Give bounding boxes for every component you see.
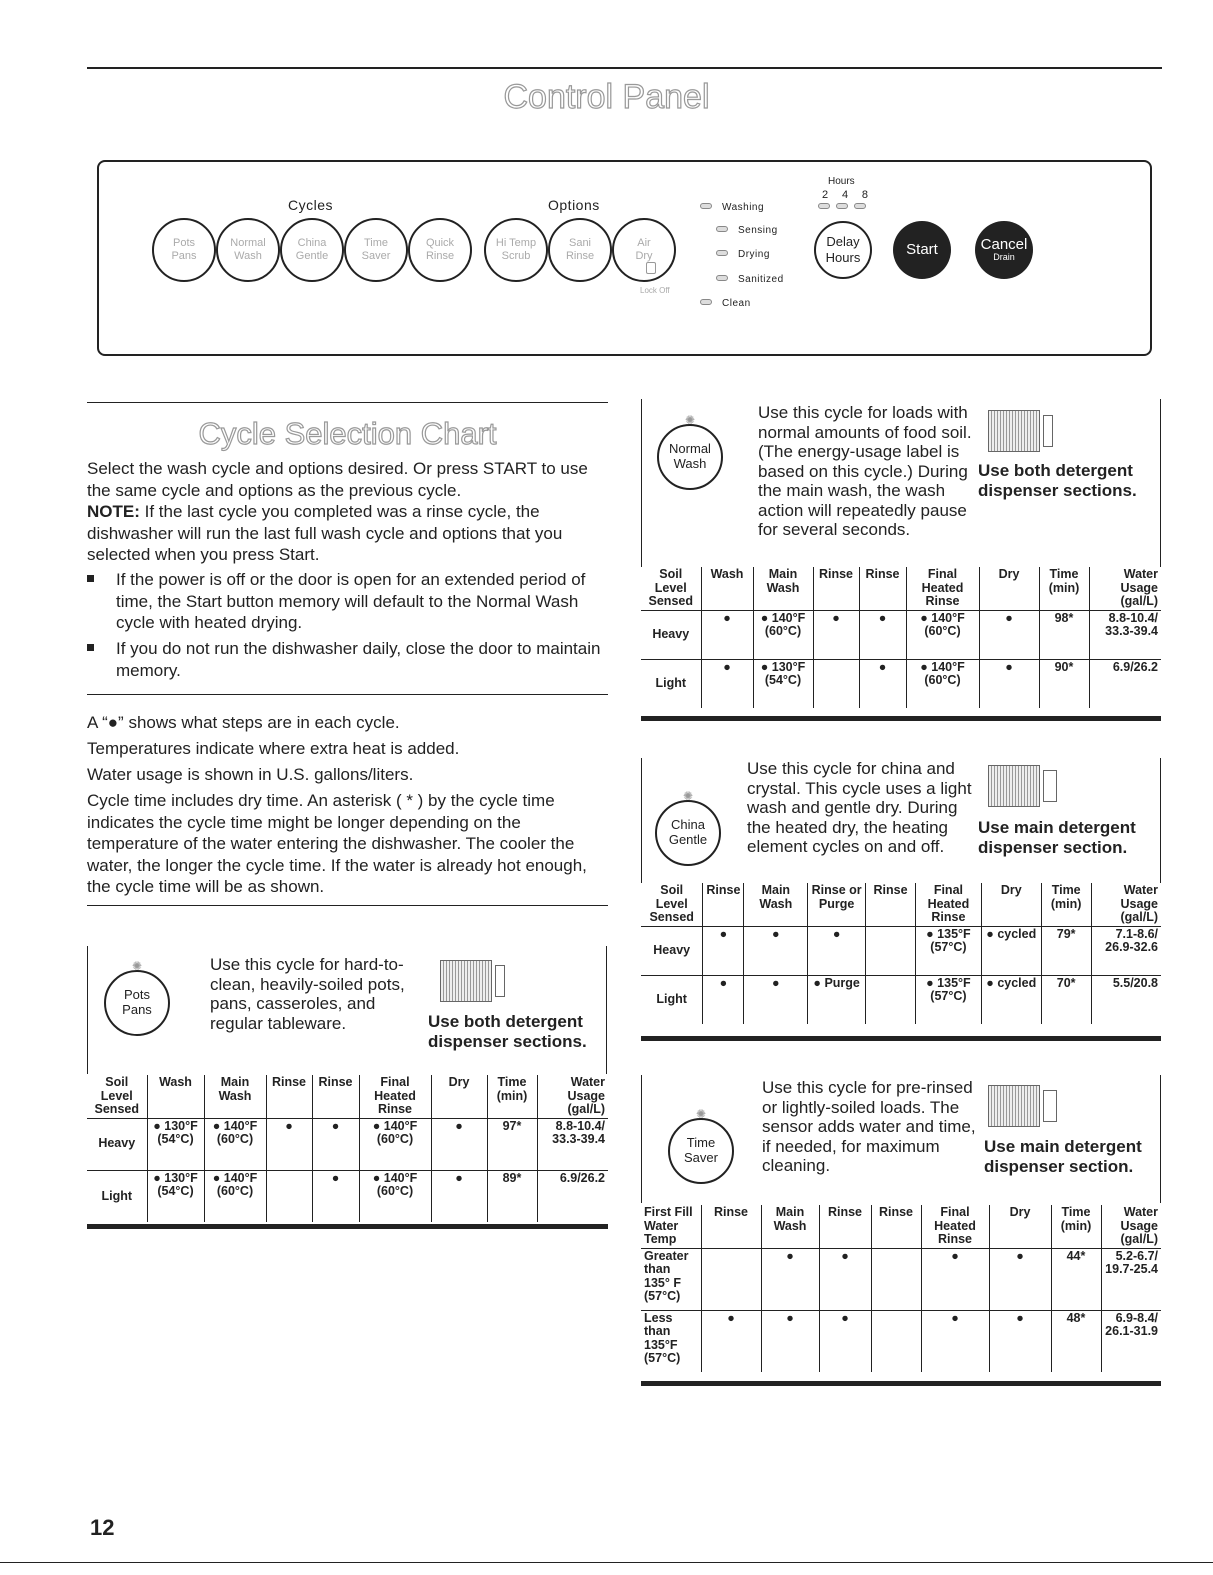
chart-title: Cycle Selection Chart: [198, 416, 497, 451]
normal-wash-icon: ✺ Normal Wash: [657, 424, 723, 490]
pots-description: Use this cycle for hard-to-clean, heavily-soiled pots, pans, casseroles, and regular tableware.: [210, 955, 405, 1033]
china-bottom-bar: [641, 1036, 1161, 1041]
table-row: Heavy ● 130°F (54°C) ● 140°F (60°C) ● ● ● 140°F (60°C) ● 97* 8.8-10.4/ 33.3-39.4: [87, 1118, 608, 1170]
lock-off-label: Lock Off: [640, 286, 670, 295]
table-row: Heavy ● ● ● ● 135°F (57°C) ● cycled 79* 7.1-8.6/ 26.9-32.6: [641, 926, 1161, 975]
china-gentle-button[interactable]: China Gentle: [280, 218, 344, 282]
chart-note: NOTE: If the last cycle you completed was a rinse cycle, the dishwasher will run the last full wash cycle and options that you selected when you press Start.: [87, 502, 563, 564]
sanitized-led: [716, 275, 728, 281]
page-title: Control Panel: [503, 78, 710, 116]
status-sensing: Sensing: [738, 225, 778, 236]
hi-temp-scrub-button[interactable]: Hi Temp Scrub: [484, 218, 548, 282]
normal-cycle-table: Soil Level Sensed Wash Main Wash Rinse Rinse Final Heated Rinse Dry Time (min) Water Usage (gal/L) Heavy ● ● 140°F (60°C) ● ● ● 140°F (60°C) ● 98* 8.8-10.4/ 33.3-39.4 Light ● ● 130°F (54°C) ● ● 140°F (60°C) ● 90* 6.9/26.2: [641, 567, 1161, 708]
hours-4-led: [836, 203, 848, 209]
sani-rinse-button[interactable]: Sani Rinse: [548, 218, 612, 282]
hours-8-led: [854, 203, 866, 209]
sun-icon: ✺: [131, 959, 143, 973]
legend-time: Cycle time includes dry time. An asterisk ( * ) by the cycle time indicates the cycle time might be longer depending on the temperature of the water entering the dishwasher. The cooler the water, the longer the cycle time. If the water is already hot enough, the cycle time will be as shown.: [87, 791, 587, 896]
normal-description: Use this cycle for loads with normal amounts of food soil. (The energy-usage label is based on this cycle.) During the main wash, the wash action will repeatedly pause for several seconds.: [758, 403, 972, 539]
normal-wash-button[interactable]: Normal Wash: [216, 218, 280, 282]
clean-led: [700, 299, 712, 305]
sun-icon: ✺: [684, 413, 696, 427]
table-row: Light ● ● ● Purge ● 135°F (57°C) ● cycled 70* 5.5/20.8: [641, 975, 1161, 1024]
dispenser-main-icon: [988, 1085, 1040, 1127]
china-gentle-icon: ✺ China Gentle: [655, 800, 721, 866]
status-clean: Clean: [722, 298, 751, 309]
hours-label: Hours: [828, 176, 855, 187]
time-saver-cycle-table: First Fill Water Temp Rinse Main Wash Rinse Rinse Final Heated Rinse Dry Time (min) Water Usage (gal/L) Greater than 135° F (57°C) ● ● ● ● 44* 5.2-6.7/ 19.7-25.4 Less than 135°F (57°C) ● ● ● ● ● 48* 6.9-8.4/ 26.1-31.9: [641, 1205, 1161, 1372]
bullet-item: If the power is off or the door is open for an extended period of time, the Start button memory will default to the Normal Wash cycle with heated drying.: [116, 570, 586, 632]
pots-left-border: [87, 946, 88, 1074]
table-row: Light ● ● 130°F (54°C) ● ● 140°F (60°C) ● 90* 6.9/26.2: [641, 659, 1161, 708]
hours-values: 2 4 8: [822, 189, 868, 201]
page-number: 12: [90, 1515, 115, 1540]
legend-water: Water usage is shown in U.S. gallons/liters.: [87, 765, 414, 784]
lock-icon: [646, 262, 656, 274]
normal-bottom-bar: [641, 716, 1161, 721]
china-detergent: Use main detergent dispenser section.: [978, 818, 1136, 857]
dispenser-both-icon: [988, 410, 1040, 452]
sun-icon: ✺: [682, 789, 694, 803]
hours-2-led: [818, 203, 830, 209]
time-saver-description: Use this cycle for pre-rinsed or lightly-soiled loads. The sensor adds water and time, if needed, for maximum cleaning.: [762, 1078, 976, 1175]
chart-intro: Select the wash cycle and options desired. Or press START to use the same cycle and options as the previous cycle.: [87, 459, 588, 500]
legend-temp: Temperatures indicate where extra heat is added.: [87, 739, 460, 758]
top-rule: [87, 67, 1162, 69]
chart-top-rule: [87, 402, 608, 403]
air-dry-button[interactable]: Air Dry: [612, 218, 676, 282]
table-row: Less than 135°F (57°C) ● ● ● ● ● 48* 6.9-8.4/ 26.1-31.9: [641, 1310, 1161, 1372]
table-row: Greater than 135° F (57°C) ● ● ● ● 44* 5.2-6.7/ 19.7-25.4: [641, 1248, 1161, 1310]
time-saver-button[interactable]: Time Saver: [344, 218, 408, 282]
status-sanitized: Sanitized: [738, 274, 784, 285]
china-cycle-table: Soil Level Sensed Rinse Main Wash Rinse or Purge Rinse Final Heated Rinse Dry Time (min) Water Usage (gal/L) Heavy ● ● ● ● 135°F (57°C) ● cycled 79* 7.1-8.6/ 26.9-32.6 Light ● ● ● Purge ● 135°F (57°C) ● cycled 70* 5.5/20.8: [641, 883, 1161, 1024]
pots-detergent: Use both detergent dispenser sections.: [428, 1012, 587, 1051]
bottom-rule: [0, 1562, 1213, 1563]
legend-bottom-rule: [87, 905, 608, 906]
drying-led: [716, 250, 728, 256]
quick-rinse-button[interactable]: Quick Rinse: [408, 218, 472, 282]
pots-bottom-bar: [87, 1224, 608, 1229]
time-right-border: [1160, 1075, 1161, 1203]
time-saver-bottom-bar: [641, 1381, 1161, 1386]
bullet-item: If you do not run the dishwasher daily, close the door to maintain memory.: [116, 639, 601, 680]
options-label: Options: [548, 197, 600, 213]
china-left-border: [641, 758, 642, 883]
dispenser-main-icon: [988, 765, 1040, 807]
delay-hours-button[interactable]: Delay Hours: [814, 221, 872, 279]
legend-top-rule: [87, 694, 608, 695]
time-saver-detergent: Use main detergent dispenser section.: [984, 1137, 1142, 1176]
cycles-label: Cycles: [288, 197, 334, 213]
table-row: Light ● 130°F (54°C) ● 140°F (60°C) ● ● 140°F (60°C) ● 89* 6.9/26.2: [87, 1170, 608, 1222]
bullet-marker: [87, 644, 94, 651]
status-drying: Drying: [738, 249, 770, 260]
start-button[interactable]: Start: [893, 221, 951, 279]
cancel-drain-button[interactable]: Cancel Drain: [975, 221, 1033, 279]
table-row: Heavy ● ● 140°F (60°C) ● ● ● 140°F (60°C) ● 98* 8.8-10.4/ 33.3-39.4: [641, 610, 1161, 659]
table-header-row: Soil Level Sensed Wash Main Wash Rinse Rinse Final Heated Rinse Dry Time (min) Water Usage (gal/L): [87, 1075, 608, 1118]
sensing-led: [716, 226, 728, 232]
dispenser-both-icon: [440, 960, 492, 1002]
china-right-border: [1160, 758, 1161, 883]
pots-pans-icon: ✺ Pots Pans: [104, 970, 170, 1036]
normal-detergent: Use both detergent dispenser sections.: [978, 461, 1137, 500]
normal-right-border: [1160, 399, 1161, 567]
pots-pans-button[interactable]: Pots Pans: [152, 218, 216, 282]
bullet-marker: [87, 575, 94, 582]
status-washing: Washing: [722, 202, 765, 213]
pots-right-border: [606, 946, 607, 1074]
legend-dot: A “●” shows what steps are in each cycle.: [87, 713, 400, 732]
pots-cycle-table: [87, 1075, 608, 1222]
washing-led: [700, 203, 712, 209]
china-description: Use this cycle for china and crystal. This cycle uses a light wash and gentle dry. During the heated dry, the heating element cycles on and off.: [747, 759, 972, 856]
normal-left-border: [641, 399, 642, 567]
time-left-border: [641, 1075, 642, 1203]
sun-icon: ✺: [695, 1107, 707, 1121]
time-saver-icon: ✺ Time Saver: [668, 1118, 734, 1184]
